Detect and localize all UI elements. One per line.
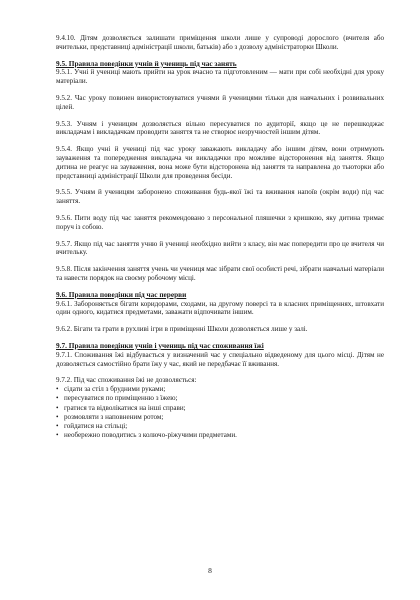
list-item: • сідати за стіл з брудними руками; — [56, 385, 384, 394]
list-item: • необережно поводитись з колючо-ріжучими предметами. — [56, 431, 384, 440]
paragraph-9-5-5: 9.5.5. Учням й ученицям заборонено споживання будь-якої їжі та вживання напоїв (окрім води) під час заняття. — [56, 188, 384, 206]
paragraph-9-5-7: 9.5.7. Якщо під час заняття учню й учениці необхідно вийти з класу, він має попередити про це вчителя чи вчительку. — [56, 239, 384, 257]
paragraph-9-6-1: 9.6.1. Забороняється бігати коридорами, сходами, на другому поверсі та в класних приміщеннях, штовхати один одного, кидатися предметами, заважати відпочивати іншим. — [56, 299, 384, 317]
paragraph-9-5-3: 9.5.3. Учням і ученицям дозволяється вільно пересуватися по аудиторії, якщо це не перешкоджає викладачам і викладачкам проводити заняття та не створює незручностей іншим дітям. — [56, 119, 384, 137]
list-item: • пересуватися по приміщенню з їжею; — [56, 394, 384, 403]
prohibited-actions-list — [56, 385, 384, 440]
paragraph-9-5-8: 9.5.8. Після закінчення заняття учень чи учениця має зібрати свої особисті речі, зібрати навчальні матеріали та навести порядок на своєму робочому місці. — [56, 265, 384, 282]
heading-9-5: 9.5. Правила поведінки учнів й учениць під час занять — [56, 58, 237, 68]
list-item: • гойдатися на стільці; — [56, 422, 384, 431]
paragraph-9-4-10: 9.4.10. Дітям дозволяється залишати приміщення школи лише у супроводі дорослого (вчителя або вчительки, представниці адміністрації школи, батьків) або з дозволу адміністраторки Школи. — [56, 34, 384, 51]
list-item: • розмовляти з наповненим ротом; — [56, 413, 384, 422]
heading-9-6: 9.6. Правила поведінки під час перерви — [56, 289, 187, 299]
paragraph-9-7-2: 9.7.2. Під час споживання їжі не дозволяється: — [56, 376, 197, 385]
page-number: 8 — [208, 566, 212, 575]
paragraph-9-6-2: 9.6.2. Бігати та грати в рухливі ігри в приміщенні Школи дозволяється лише у залі. — [56, 325, 308, 334]
paragraph-9-7-1: 9.7.1. Споживання їжі відбувається у визначений час у спеціально відведеному для цього місці. Дітям не дозволяється самостійно брати їжу у час, який не передбачає її вживання. — [56, 350, 384, 368]
paragraph-9-5-2: 9.5.2. Час уроку повинен використовуватися учнями й ученицями тільки для навчальних і розвивальних цілей. — [56, 93, 384, 111]
document-page — [56, 34, 384, 440]
paragraph-9-5-4: 9.5.4. Якщо учні й учениці під час уроку заважають викладачу або іншим дітям, вони отримують зауваження та попередження викладача чи викладачки про можливе відсторонення від заняття. Якщо дитина не реагує на зауваження, вона може бути відсторонена від заняття та направлена до тьюторки або представниці адміністрації Школи для проведення бесіди. — [56, 145, 384, 180]
heading-9-7: 9.7. Правила поведінки учнів і учениць під час споживання їжі — [56, 340, 264, 350]
list-item: • гратися та відволікатися на інші справи; — [56, 404, 384, 413]
paragraph-9-5-6: 9.5.6. Пити воду під час заняття рекомендовано з персональної пляшечки з кришкою, яку дитина тримає поруч із собою. — [56, 213, 384, 231]
paragraph-9-5-1: 9.5.1. Учні й учениці мають прийти на урок вчасно та підготовленим — мати при собі необхідні для уроку матеріали. — [56, 68, 384, 86]
